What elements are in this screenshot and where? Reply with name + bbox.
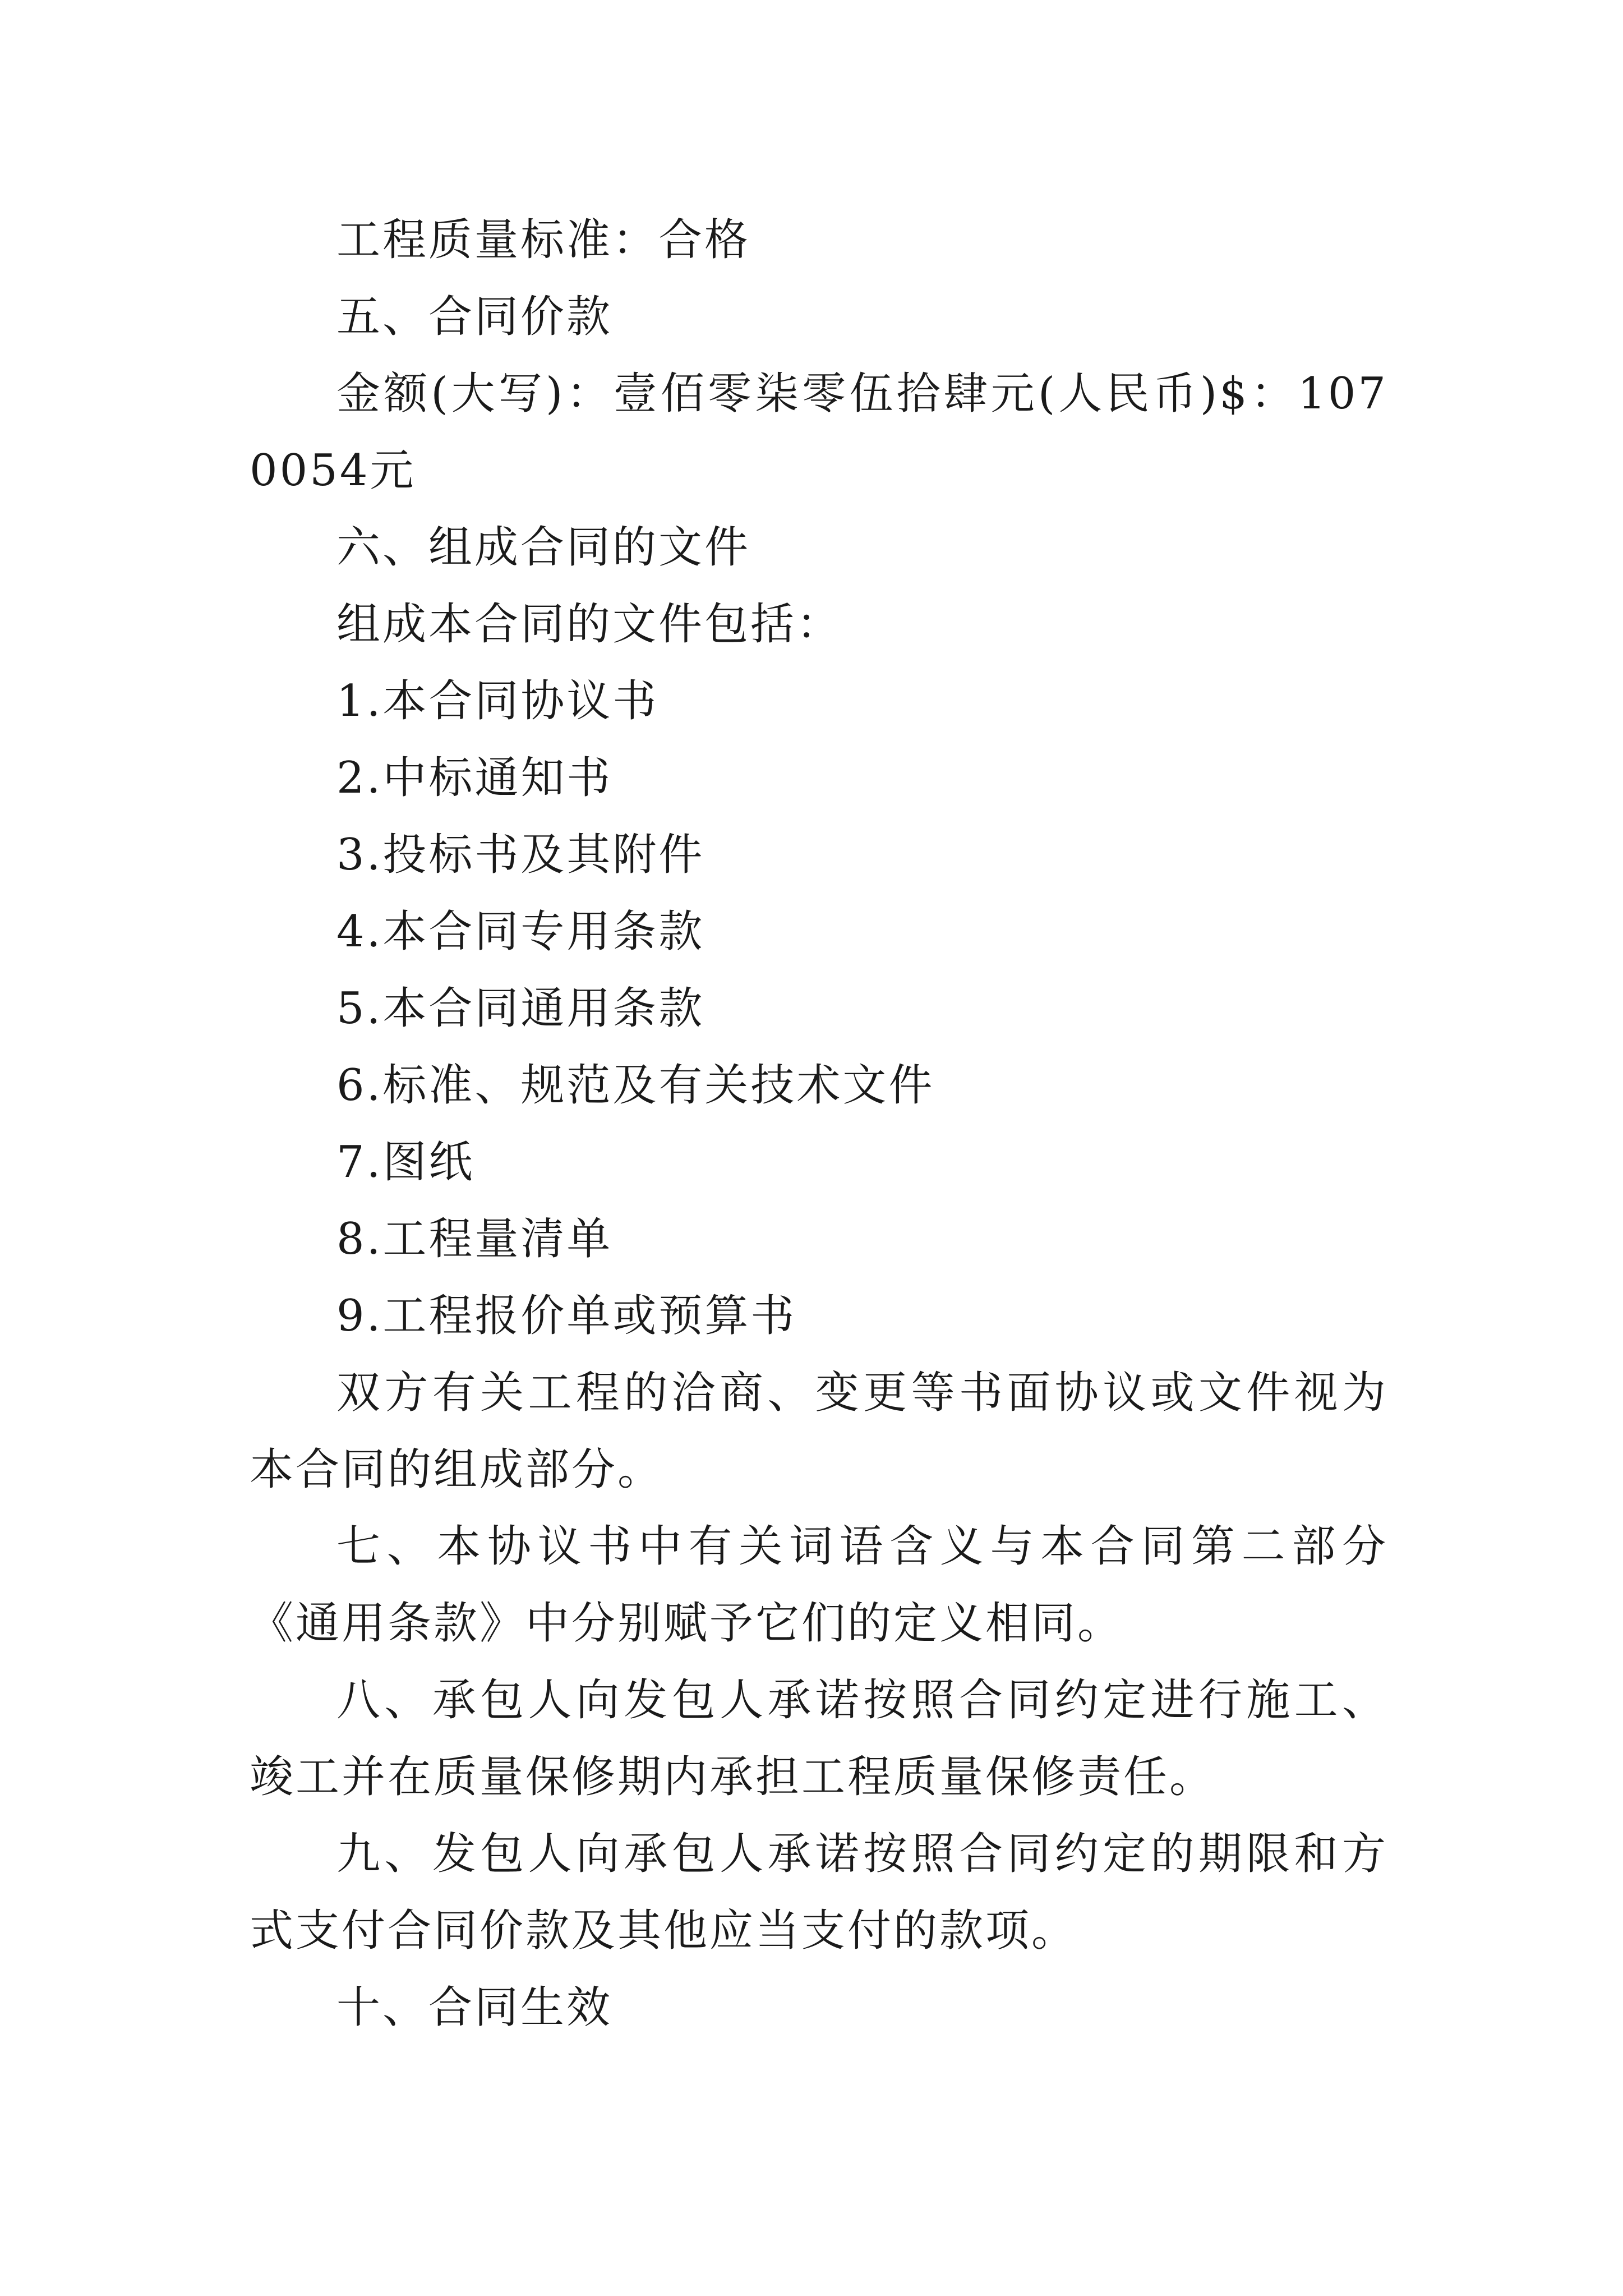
paragraph-clause-eight: 八、承包人向发包人承诺按照合同约定进行施工、竣工并在质量保修期内承担工程质量保修责任。 xyxy=(250,1675,1388,1802)
paragraph-documents-intro: 组成本合同的文件包括： xyxy=(336,599,843,650)
paragraph-clause-nine: 九、发包人向承包人承诺按照合同约定的期限和方式支付合同价款及其他应当支付的款项。 xyxy=(250,1829,1388,1956)
list-item: 5.本合同通用条款 xyxy=(336,983,705,1034)
heading-contract-documents: 六、组成合同的文件 xyxy=(336,522,751,573)
list-item: 4.本合同专用条款 xyxy=(336,907,705,957)
document-body xyxy=(250,202,1388,2046)
paragraph-quality-standard: 工程质量标准：合格 xyxy=(336,215,751,265)
list-item: 9.工程报价单或预算书 xyxy=(336,1291,797,1341)
list-item: 7.图纸 xyxy=(336,1137,475,1188)
list-item: 1.本合同协议书 xyxy=(336,676,659,726)
heading-contract-effective: 十、合同生效 xyxy=(336,1982,613,2033)
paragraph-clause-seven: 七、本协议书中有关词语含义与本合同第二部分《通用条款》中分别赋予它们的定义相同。 xyxy=(250,1521,1388,1649)
list-item: 8.工程量清单 xyxy=(336,1214,613,1264)
paragraph-amount: 金额(大写)：壹佰零柒零伍拾肆元(人民币)$：1070054元 xyxy=(250,369,1388,496)
list-item: 2.中标通知书 xyxy=(336,753,613,803)
list-item: 3.投标书及其附件 xyxy=(336,830,705,880)
paragraph-amendments: 双方有关工程的洽商、变更等书面协议或文件视为本合同的组成部分。 xyxy=(250,1368,1388,1495)
heading-contract-price: 五、合同价款 xyxy=(336,292,613,342)
list-item: 6.标准、规范及有关技术文件 xyxy=(336,1060,935,1111)
